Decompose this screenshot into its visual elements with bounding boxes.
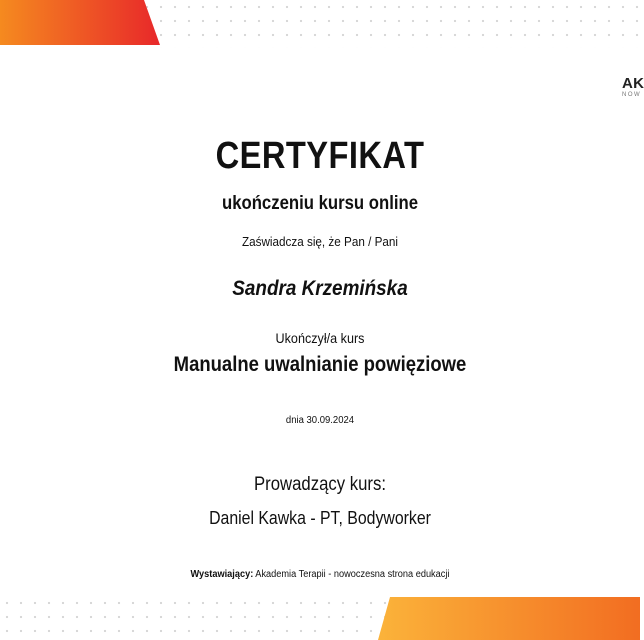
- completion-date: dnia 30.09.2024: [285, 415, 355, 426]
- logo-wordmark: AK: [622, 75, 644, 92]
- course-name: Manualne uwalnianie powięziowe: [173, 353, 467, 376]
- completed-label: Ukończył/a kurs: [275, 330, 365, 346]
- logo-tagline: NOW: [622, 92, 642, 98]
- instructor-label: Prowadzący kurs:: [254, 474, 386, 495]
- instructor-name: Daniel Kawka - PT, Bodyworker: [209, 508, 431, 528]
- certificate-subtitle: ukończeniu kursu online: [221, 193, 419, 214]
- attestation-text: Zaświadcza się, że Pan / Pani: [241, 234, 399, 249]
- issuer-value: Akademia Terapii - nowoczesna strona edukacji: [253, 569, 450, 580]
- certificate-title: CERTYFIKAT: [215, 135, 425, 177]
- issuer-label: Wystawiający:: [190, 569, 254, 580]
- issuer-line: [26, 568, 615, 582]
- recipient-name: Sandra Krzemińska: [232, 277, 408, 300]
